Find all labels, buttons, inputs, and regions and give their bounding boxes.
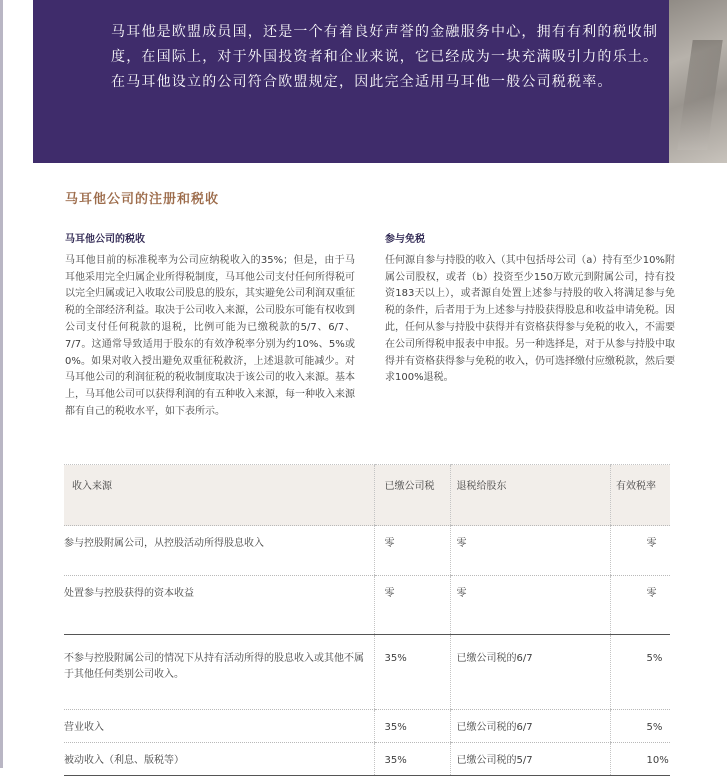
cell-refund: 零 — [450, 576, 610, 635]
page-edge-rule — [0, 0, 3, 768]
cell-tax-paid: 35% — [374, 635, 450, 710]
table-row — [64, 710, 670, 743]
header-income-source: 收入来源 — [64, 465, 374, 526]
right-column — [385, 232, 675, 387]
cell-income-source: 被动收入（利息、版税等） — [64, 743, 374, 776]
cell-refund: 已缴公司税的6/7 — [450, 710, 610, 743]
tax-rate-table — [64, 464, 670, 776]
cell-refund: 已缴公司税的6/7 — [450, 635, 610, 710]
table-row — [64, 635, 670, 710]
left-column-heading: 马耳他公司的税收 — [65, 234, 145, 245]
cell-income-source: 参与控股附属公司，从控股活动所得股息收入 — [64, 526, 374, 576]
cell-refund: 零 — [450, 526, 610, 576]
hero-photo — [665, 0, 727, 163]
header-effective-rate: 有效税率 — [610, 465, 670, 526]
cell-effective-rate: 5% — [610, 710, 670, 743]
table-row — [64, 526, 670, 576]
table-header-row — [64, 465, 670, 526]
left-column-body: 马耳他目前的标准税率为公司应纳税收入的35%；但是，由于马耳他采用完全归属企业所得税制度，马耳他公司支付任何所得税可以完全归属或记入收取公司股息的股东，其实避免公司利润双重征税的全部经济利益。取决于公司收入来源，公司股东可能有权收到公司支付任何税款的退税，比例可能为已缴税款的5/7、6/7、7/7。这通常导致适用于股东的有效净税率分别为约10%、5%或0%。如果对收入授出避免双重征税救济，上述退款可能减少。对马耳他公司的利润征税的税收制度取决于该公司的收入来源。基本上，马耳他公司可以获得利润的有五种收入来源，每一种收入来源都有自己的税收水平，如下表所示。 — [65, 254, 355, 417]
cell-income-source: 不参与控股附属公司的情况下从持有活动所得的股息收入或其他不属于其他任何类别公司收入。 — [64, 635, 374, 710]
header-tax-paid: 已缴公司税 — [374, 465, 450, 526]
cell-effective-rate: 10% — [610, 743, 670, 776]
table-row — [64, 576, 670, 635]
cell-tax-paid: 35% — [374, 710, 450, 743]
cell-refund: 已缴公司税的5/7 — [450, 743, 610, 776]
cell-effective-rate: 零 — [610, 576, 670, 635]
cell-tax-paid: 零 — [374, 576, 450, 635]
table-row — [64, 743, 670, 776]
header-refund: 退税给股东 — [450, 465, 610, 526]
right-column-body: 任何源自参与持股的收入（其中包括母公司（a）持有至少10%附属公司股权，或者（b）投资至少150万欧元到附属公司，持有投资183天以上），或者源自处置上述参与持股的收入将满足参与免税的条件，后者用于为上述参与持股获得股息和收益申请免税。因此，任何从参与持股中获得并有资格获得参与免税的收入，不需要在公司所得税申报表中申报。另一种选择是，对于从参与持股中取得并有资格获得参与免税的收入，仍可选择缴付应缴税款，然后要求100%退税。 — [385, 254, 675, 384]
hero-banner — [33, 0, 669, 163]
section-title: 马耳他公司的注册和税收 — [65, 192, 220, 207]
cell-effective-rate: 零 — [610, 526, 670, 576]
cell-income-source: 处置参与控股获得的资本收益 — [64, 576, 374, 635]
right-column-heading: 参与免税 — [385, 234, 425, 245]
cell-effective-rate: 5% — [610, 635, 670, 710]
cell-tax-paid: 零 — [374, 526, 450, 576]
cell-income-source: 营业收入 — [64, 710, 374, 743]
cell-tax-paid: 35% — [374, 743, 450, 776]
hero-text: 马耳他是欧盟成员国，还是一个有着良好声誉的金融服务中心，拥有有利的税收制度，在国际上，对于外国投资者和企业来说，它已经成为一块充满吸引力的乐土。在马耳他设立的公司符合欧盟规定，因此完全适用马耳他一般公司税税率。 — [111, 24, 659, 90]
left-column — [65, 232, 355, 421]
